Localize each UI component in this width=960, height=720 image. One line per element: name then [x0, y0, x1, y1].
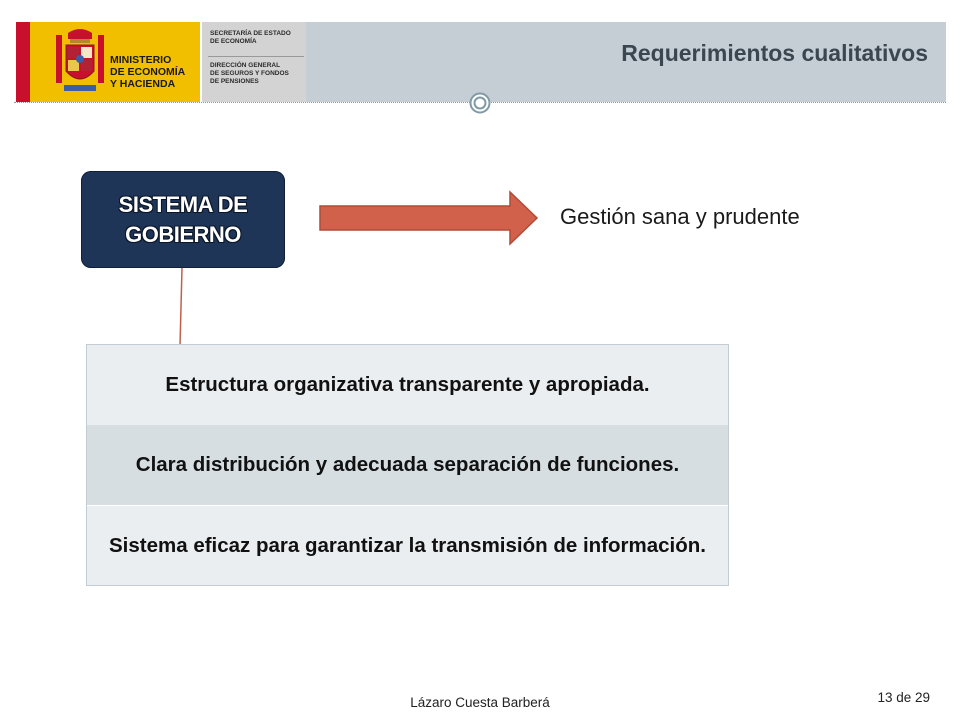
governance-system-label: SISTEMA DE GOBIERNO	[118, 191, 248, 247]
requirement-row	[87, 505, 728, 585]
requirement-text: Clara distribución y adecuada separación de funciones.	[135, 453, 680, 476]
requirement-text: Sistema eficaz para garantizar la transmisión de información.	[109, 533, 706, 557]
logo-divider	[208, 56, 304, 57]
direccion-label: DIRECCIÓN GENERAL DE SEGUROS Y FONDOS DE PENSIONES	[210, 62, 289, 85]
coat-of-arms-icon	[54, 27, 106, 97]
requirement-row	[87, 345, 728, 425]
requirement-text: Estructura organizativa transparente y apropiada.	[165, 373, 650, 396]
right-arrow-icon	[318, 190, 540, 246]
requirements-table	[86, 344, 729, 586]
concentric-circle-icon	[469, 92, 491, 114]
governance-system-box	[81, 171, 285, 268]
secretaria-label: SECRETARÍA DE ESTADO DE ECONOMÍA	[210, 30, 291, 45]
logo-red-stripe	[16, 22, 30, 102]
connector-line	[178, 268, 184, 346]
ministry-name: MINISTERIO DE ECONOMÍA Y HACIENDA	[110, 54, 186, 90]
arrow-target-label: Gestión sana y prudente	[560, 204, 800, 229]
author-name: Lázaro Cuesta Barberá	[410, 695, 550, 710]
requirement-row	[87, 425, 728, 505]
page-number: 13 de 29	[877, 690, 930, 705]
slide-title: Requerimientos cualitativos	[621, 40, 928, 66]
